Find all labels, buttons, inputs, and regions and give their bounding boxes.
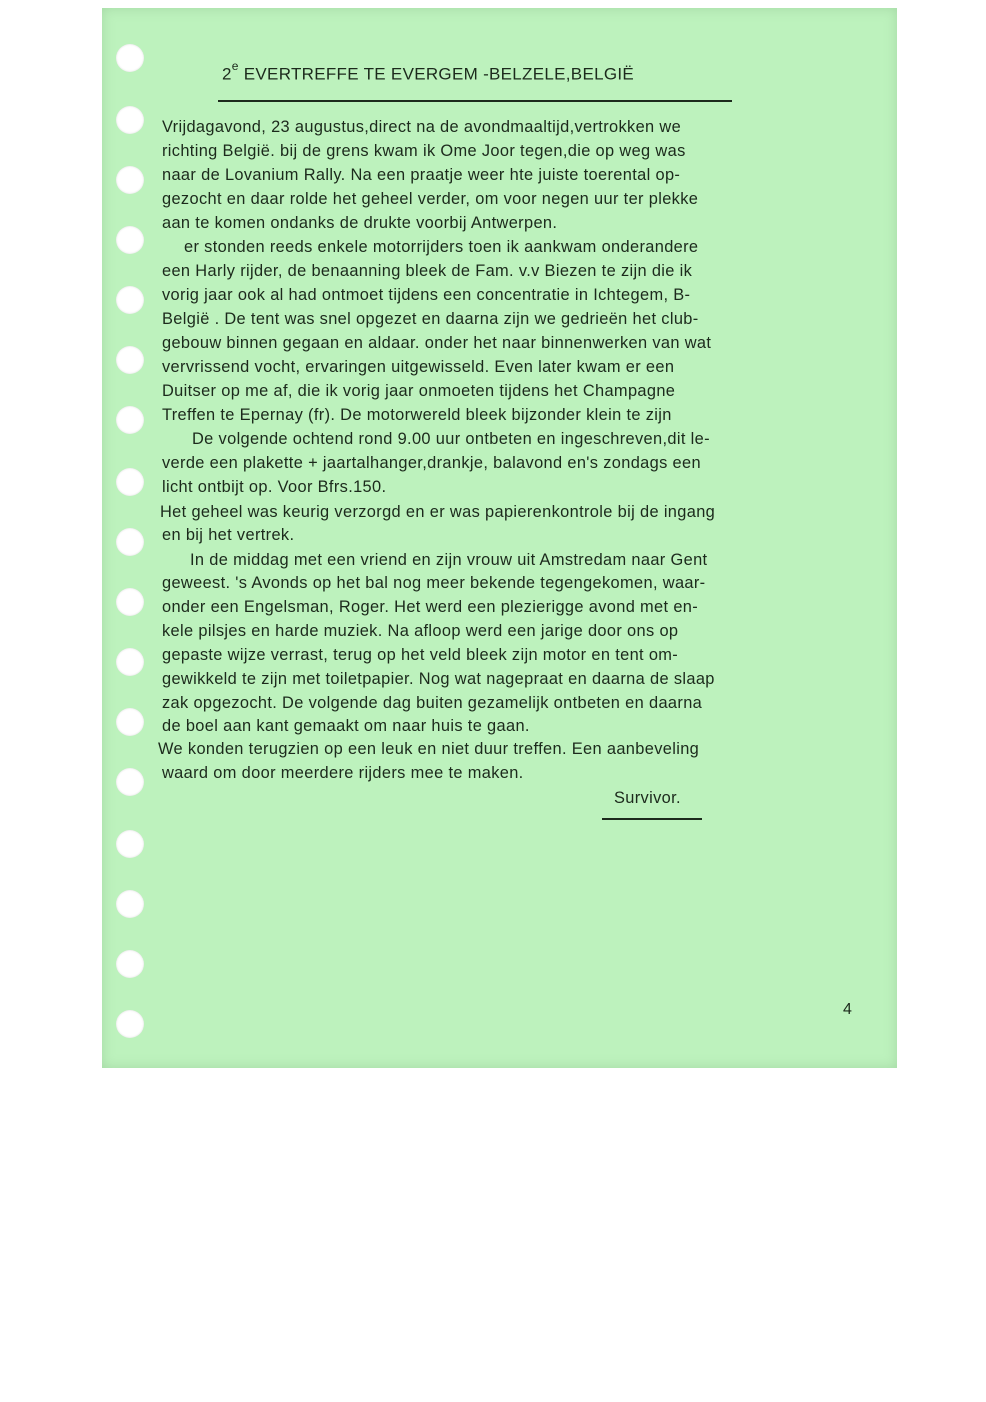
body-line: geweest. 's Avonds op het bal nog meer bekende tegengekomen, waar-: [162, 574, 706, 592]
body-line: er stonden reeds enkele motorrijders toen ik aankwam onderandere: [184, 238, 699, 256]
body-line: zak opgezocht. De volgende dag buiten gezamelijk ontbeten en daarna: [162, 694, 703, 712]
body-line: een Harly rijder, de benaanning bleek de Fam. v.v Biezen te zijn die ik: [162, 262, 693, 280]
body-line: richting België. bij de grens kwam ik Ome Joor tegen,die op weg was: [162, 142, 686, 160]
body-line: gewikkeld te zijn met toiletpapier. Nog wat nagepraat en daarna de slaap: [162, 670, 715, 688]
binder-hole: [116, 286, 144, 314]
binder-hole: [116, 588, 144, 616]
body-line: kele pilsjes en harde muziek. Na afloop werd een jarige door ons op: [162, 622, 679, 640]
binder-hole: [116, 346, 144, 374]
body-line: licht ontbijt op. Voor Bfrs.150.: [162, 478, 387, 496]
body-line: aan te komen ondanks de drukte voorbij Antwerpen.: [162, 214, 558, 232]
binder-hole: [116, 468, 144, 496]
signature: Survivor.: [614, 789, 681, 807]
body-line: vervrissend vocht, ervaringen uitgewisseld. Even later kwam er een: [162, 358, 675, 376]
body-line: Duitser op me af, die ik vorig jaar onmoeten tijdens het Champagne: [162, 382, 676, 400]
binder-hole: [116, 166, 144, 194]
body-line: In de middag met een vriend en zijn vrouw uit Amstredam naar Gent: [190, 551, 708, 569]
title-underline: [218, 100, 732, 102]
body-line: naar de Lovanium Rally. Na een praatje weer hte juiste toerental op-: [162, 166, 681, 184]
binder-hole: [116, 226, 144, 254]
body-line: Treffen te Epernay (fr). De motorwereld bleek bijzonder klein te zijn: [162, 406, 672, 424]
binder-hole: [116, 768, 144, 796]
title-superscript: e: [231, 59, 239, 73]
binder-hole: [116, 708, 144, 736]
binder-hole: [116, 1010, 144, 1038]
binder-hole: [116, 648, 144, 676]
title-text: EVERTREFFE TE EVERGEM -BELZELE,BELGIË: [238, 64, 635, 84]
binder-hole: [116, 106, 144, 134]
binder-hole: [116, 830, 144, 858]
article-title: [222, 59, 635, 85]
body-line: Het geheel was keurig verzorgd en er was papierenkontrole bij de ingang: [160, 503, 716, 521]
title-number: 2: [222, 64, 232, 84]
binder-hole: [116, 406, 144, 434]
body-line: verde een plakette + jaartalhanger,drankje, balavond en's zondags een: [162, 454, 701, 472]
body-line: Vrijdagavond, 23 augustus,direct na de avondmaaltijd,vertrokken we: [162, 118, 682, 136]
body-line: De volgende ochtend rond 9.00 uur ontbeten en ingeschreven,dit le-: [192, 430, 710, 448]
body-line: vorig jaar ook al had ontmoet tijdens een concentratie in Ichtegem, B-: [162, 286, 691, 304]
body-line: We konden terugzien op een leuk en niet duur treffen. Een aanbeveling: [158, 740, 700, 758]
body-line: de boel aan kant gemaakt om naar huis te gaan.: [162, 717, 530, 735]
body-line: België . De tent was snel opgezet en daarna zijn we gedrieën het club-: [162, 310, 699, 328]
binder-hole: [116, 528, 144, 556]
signature-underline: [602, 818, 702, 820]
body-line: gepaste wijze verrast, terug op het veld bleek zijn motor en tent om-: [162, 646, 679, 664]
body-line: gebouw binnen gegaan en aldaar. onder het naar binnenwerken van wat: [162, 334, 712, 352]
page-number: 4: [843, 1001, 852, 1018]
body-line: onder een Engelsman, Roger. Het werd een plezierigge avond met en-: [162, 598, 699, 616]
binder-hole: [116, 44, 144, 72]
body-line: en bij het vertrek.: [162, 526, 295, 544]
binder-hole: [116, 950, 144, 978]
body-line: gezocht en daar rolde het geheel verder, om voor negen uur ter plekke: [162, 190, 699, 208]
body-line: waard om door meerdere rijders mee te maken.: [162, 764, 524, 782]
binder-hole: [116, 890, 144, 918]
